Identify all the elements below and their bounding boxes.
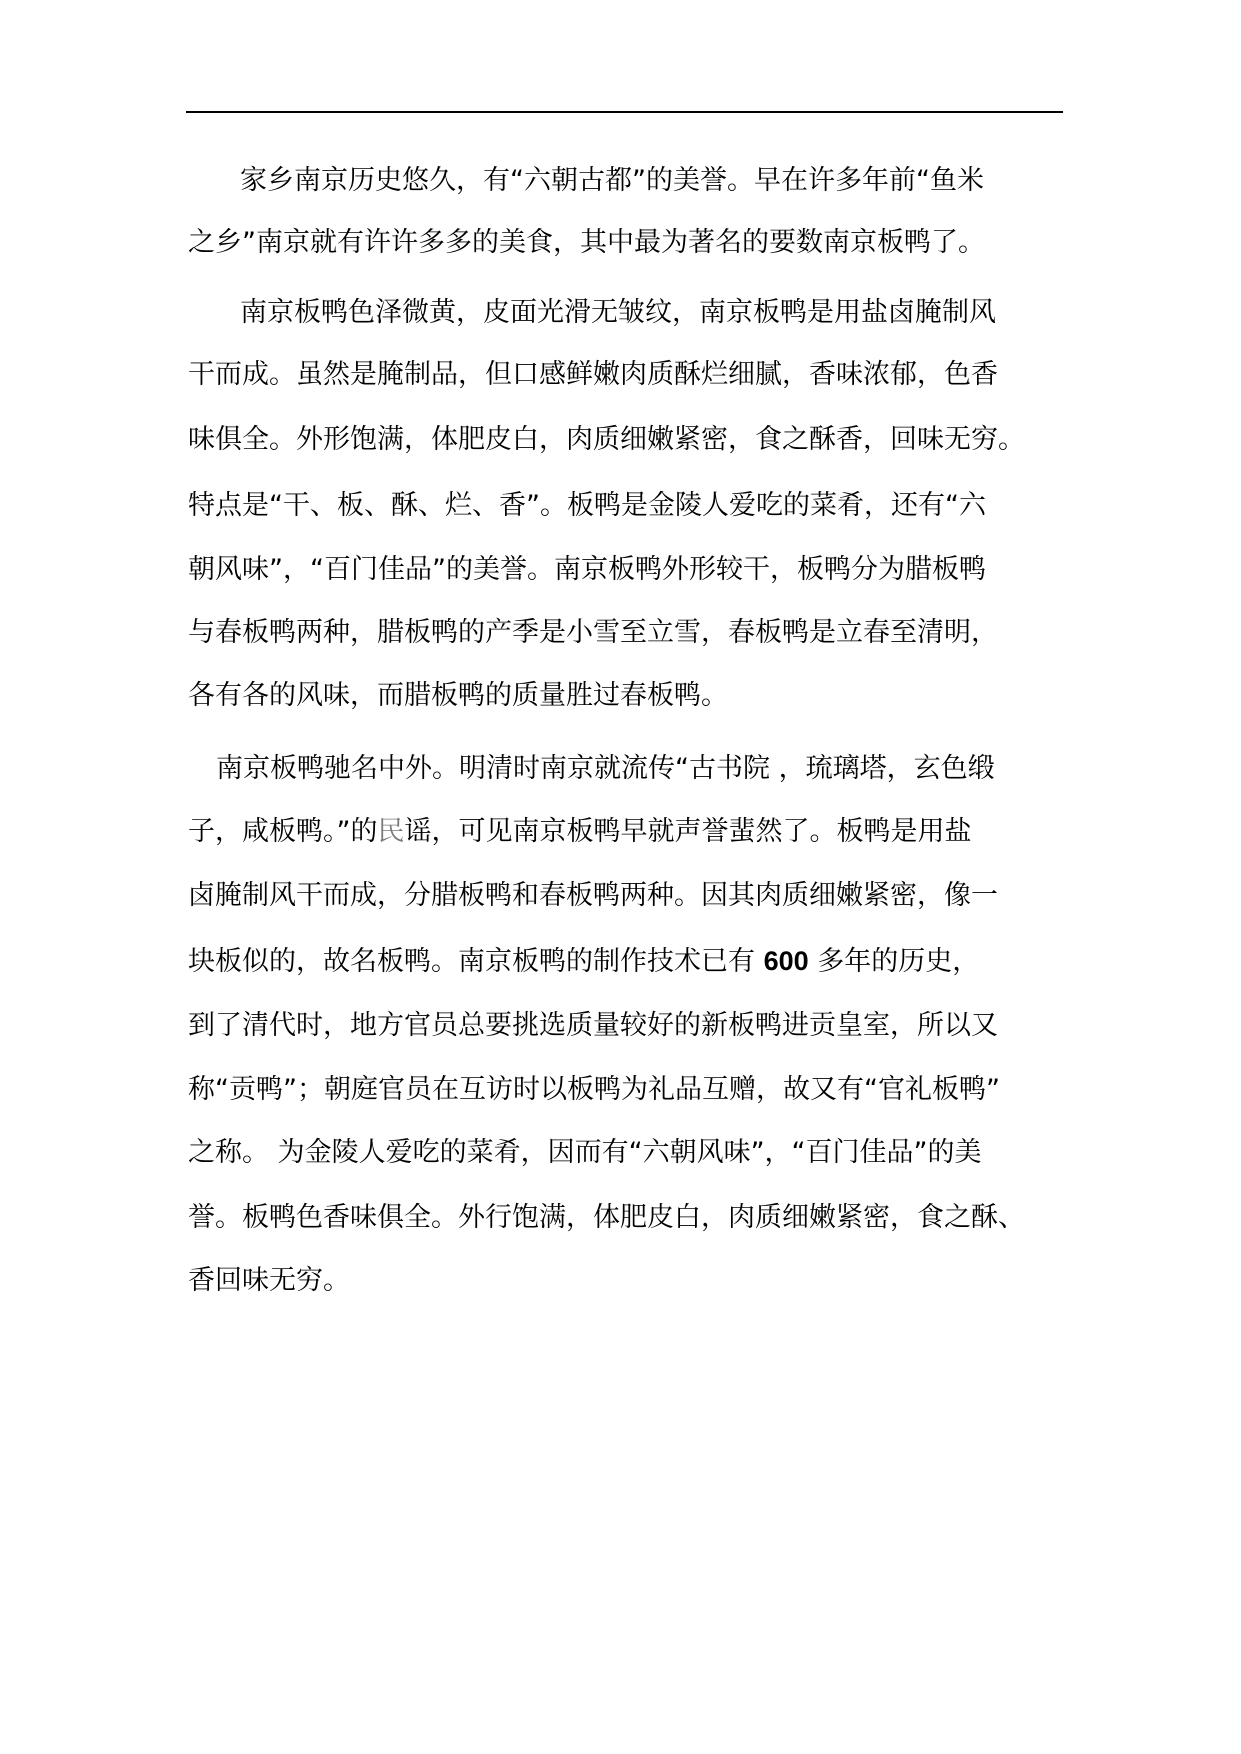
paragraph-3-line-4 <box>188 941 979 981</box>
paragraph-2-line-3: 味俱全。外形饱满，体肥皮白，肉质细嫩紧密，食之酥香，回味无穷。 <box>188 424 1025 455</box>
paragraph-1-line-1: 家乡南京历史悠久，有“六朝古都”的美誉。早在许多年前“鱼米 <box>240 165 984 196</box>
line-text-after: 谣，可见南京板鸭早就声誉蜚然了。板鸭是用盐 <box>404 816 972 847</box>
paragraph-1-line-2: 之乡”南京就有许许多多的美食，其中最为著名的要数南京板鸭了。 <box>188 227 985 258</box>
paragraph-2-line-6: 与春板鸭两种，腊板鸭的产季是小雪至立雪，春板鸭是立春至清明， <box>188 617 998 648</box>
paragraph-3-line-3: 卤腌制风干而成，分腊板鸭和春板鸭两种。因其肉质细嫩紧密，像一 <box>188 880 998 911</box>
paragraph-3-line-1: 南京板鸭驰名中外。明清时南京就流传“古书院 ，琉璃塔，玄色缎 <box>216 753 995 784</box>
paragraph-3-line-7: 之称。 为金陵人爱吃的菜肴，因而有“六朝风味”，“百门佳品”的美 <box>188 1137 982 1168</box>
paragraph-3-line-8: 誉。板鸭色香味俱全。外行饱满，体肥皮白，肉质细嫩紧密，食之酥、 <box>188 1202 1025 1233</box>
header-rule <box>186 111 1063 113</box>
year-count-number: 600 <box>763 946 809 976</box>
line-text-before: 块板似的，故名板鸭。南京板鸭的制作技术已有 <box>188 946 764 977</box>
line-text-before: 子，咸板鸭。”的 <box>188 816 378 847</box>
paragraph-3-line-2 <box>188 812 972 852</box>
paragraph-2-line-5: 朝风味”，“百门佳品”的美誉。南京板鸭外形较干，板鸭分为腊板鸭 <box>188 554 986 585</box>
faded-character: 民 <box>377 816 405 847</box>
paragraph-2-line-1: 南京板鸭色泽微黄，皮面光滑无皱纹，南京板鸭是用盐卤腌制风 <box>240 297 996 328</box>
paragraph-3-line-5: 到了清代时，地方官员总要挑选质量较好的新板鸭进贡皇室，所以又 <box>188 1010 998 1041</box>
paragraph-2-line-7: 各有各的风味，而腊板鸭的质量胜过春板鸭。 <box>188 680 728 711</box>
paragraph-2-line-4: 特点是“干、板、酥、烂、香”。板鸭是金陵人爱吃的菜肴，还有“六 <box>188 490 986 521</box>
paragraph-2-line-2: 干而成。虽然是腌制品，但口感鲜嫩肉质酥烂细腻，香味浓郁，色香 <box>188 359 998 390</box>
paragraph-3-line-9: 香回味无穷。 <box>188 1265 350 1296</box>
line-text-after: 多年的历史， <box>808 946 980 977</box>
paragraph-3-line-6: 称“贡鸭”；朝庭官员在互访时以板鸭为礼品互赠，故又有“官礼板鸭” <box>188 1074 1000 1105</box>
